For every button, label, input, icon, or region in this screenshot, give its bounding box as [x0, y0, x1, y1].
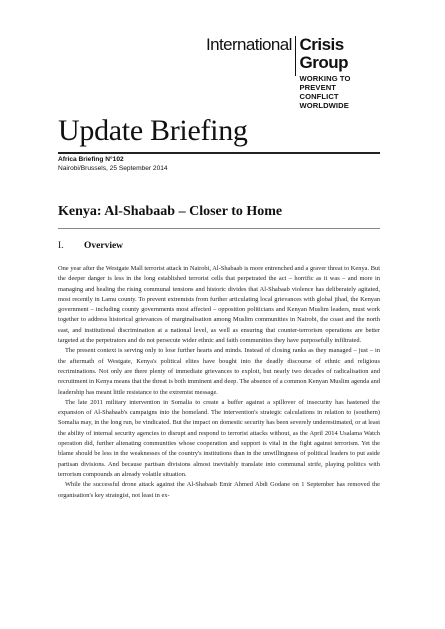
briefing-number: Africa Briefing N°102: [58, 156, 124, 163]
body-text: [58, 264, 380, 501]
section-title: Overview: [84, 241, 124, 251]
paragraph: The late 2011 military intervention in Somalia to create a buffer against a spillover of insecurity has hastened the expansion of Al-Shabaab's campaigns into the homeland. The intervention's strategic calculations in relation to (southern) Somalia may, in the long run, be vindicated. But the impact on domestic security has been severely underestimated, or at least the ability of internal security agencies to disrupt and respond to terrorist attacks without, as the April 2014 Usalama Watch operation did, further alienating communities whose cooperation and support is vital in the fight against terrorism. Yet the blame should be less in the weaknesses of the country's institutions than in the unwillingness of political leaders to put aside partisan divisions. And because partisan divisions almost inevitably translate into communal strife, playing politics with terrorism compounds an already volatile situation.: [58, 398, 380, 478]
title-rule: [58, 228, 380, 229]
header-rule: [58, 152, 380, 154]
paragraph: The present context is serving only to lose further hearts and minds. Instead of closing ranks as they managed – just – in the aftermath of Westgate, Kenya's political elites have bought into the deadly discourse of ethnic and religious recriminations. Not only are there plenty of immediate grievances to exploit, but nearly two decades of radicalisation and recruitment in Kenya means that the threat is both imminent and deep. The absence of a common Kenyan Muslim agenda and leadership has meant little resistance to the extremist message.: [58, 347, 380, 396]
briefing-location-date: Nairobi/Brussels, 25 September 2014: [58, 165, 168, 172]
logo-international-text: International: [206, 35, 292, 54]
crisis-group-logo: [206, 36, 368, 110]
section-number: I.: [58, 241, 64, 251]
logo-divider: [295, 36, 296, 76]
logo-tagline-1: WORKING TO PREVENT: [299, 74, 351, 92]
paragraph: While the successful drone attack against the Al-Shabaab Emir Ahmed Abdi Godane on 1 September has removed the organisation's key strategist, not least in ex-: [58, 481, 380, 499]
logo-tagline-2: CONFLICT WORLDWIDE: [299, 92, 349, 110]
section-heading: [58, 240, 123, 252]
paragraph: One year after the Westgate Mall terrorist attack in Nairobi, Al-Shabaab is more entrenched and a graver threat to Kenya. But the deeper danger is less in the long established terrorist cells that perpetrated the act – horrific as it was – and more in managing and healing the rising communal tensions and historic divides that Al-Shabaab violence has deliberately agitated, most recently in Lamu county. To prevent extremists from further articulating local grievances with global jihad, the Kenyan government – including county governments most affected – opposition politicians and Kenyan Muslim leaders, must work together to address historical grievances of marginalisation among Muslim communities in Nairobi, the coast and the north east, and institutional discrimination at a national level, as well as ensuring that counter-terrorism operations are better targeted at the perpetrators and do not persecute wider ethnic and faith communities they have purposefully infiltrated.: [58, 265, 380, 345]
document-type-heading: Update Briefing: [58, 114, 248, 147]
report-title: Kenya: Al-Shabaab – Closer to Home: [58, 204, 283, 219]
logo-crisis-group-text: Crisis Group: [299, 35, 348, 72]
